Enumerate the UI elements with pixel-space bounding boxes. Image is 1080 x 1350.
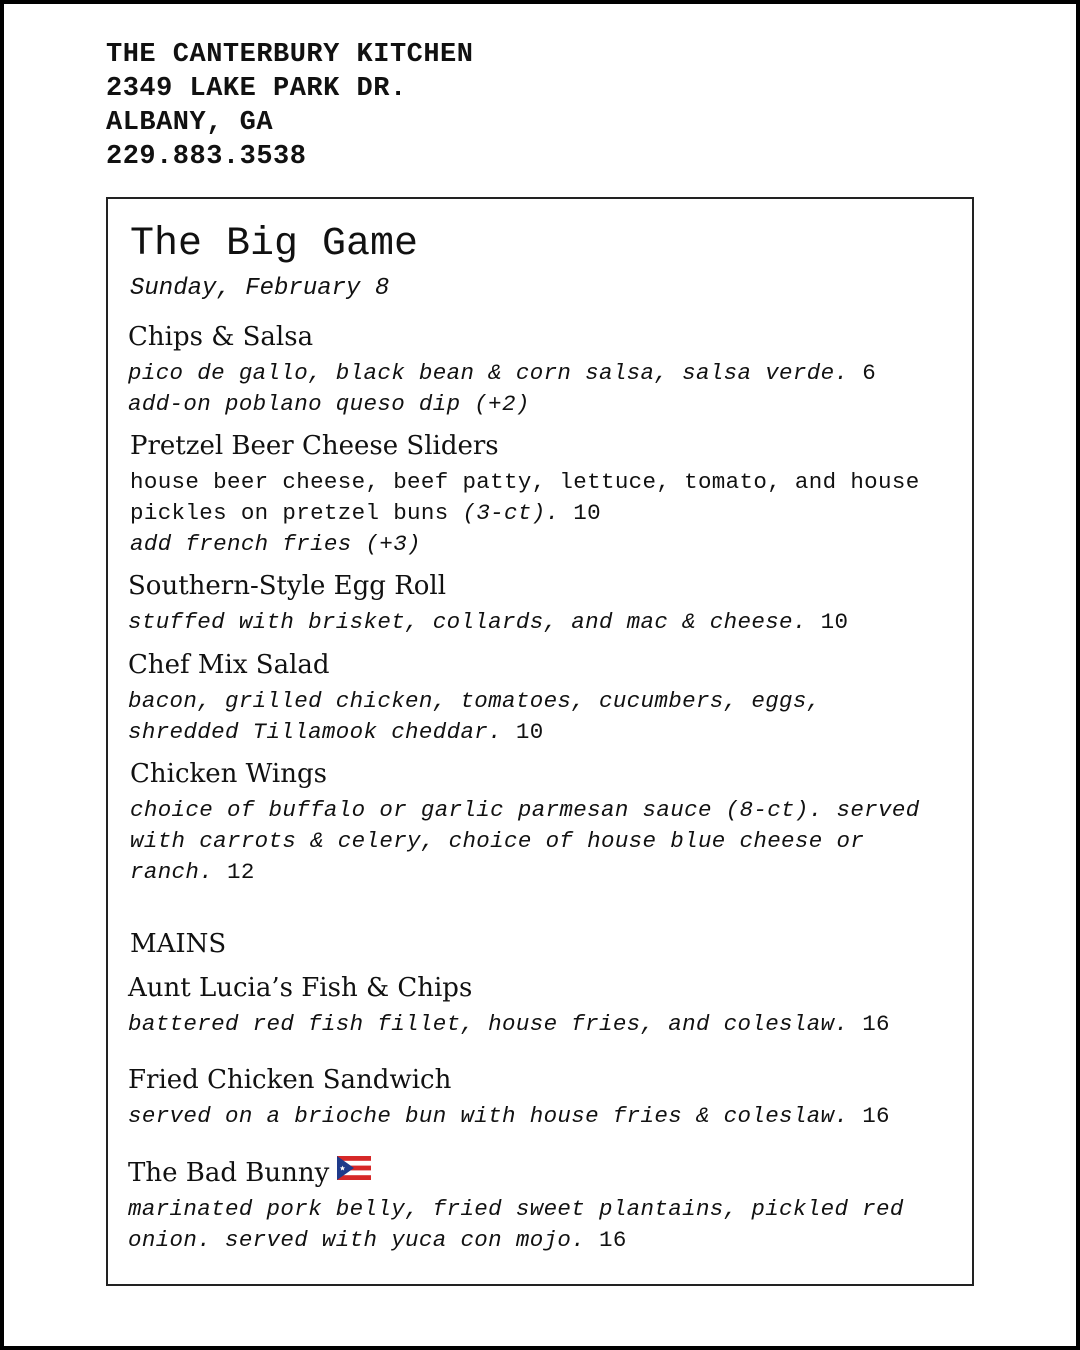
item-desc-text: house beer cheese, beef patty, lettuce, tomato, and house xyxy=(130,469,920,495)
item-price: 10 xyxy=(515,719,544,745)
item-desc-bad-bunny xyxy=(128,1194,904,1256)
item-desc-egg-roll xyxy=(128,607,848,638)
item-desc-text: served on a brioche bun with house fries & coleslaw. xyxy=(128,1103,849,1129)
item-name-chicken-wings: Chicken Wings xyxy=(130,759,327,789)
puerto-rico-flag-icon xyxy=(337,1156,371,1188)
phone-number: 229.883.3538 xyxy=(106,142,307,172)
item-desc-text: with carrots & celery, choice of house blue cheese or xyxy=(130,828,865,854)
item-addon: add french fries (+3) xyxy=(130,531,421,557)
item-desc-text: shredded Tillamook cheddar. xyxy=(128,719,503,745)
item-price: 6 xyxy=(862,360,877,386)
item-desc-text: ranch. xyxy=(130,859,214,885)
item-desc-chicken-wings xyxy=(130,795,920,888)
item-name-egg-roll: Southern-Style Egg Roll xyxy=(128,571,447,601)
menu-title: The Big Game xyxy=(130,222,419,267)
item-desc-chicken-sandwich xyxy=(128,1101,890,1132)
item-price: 12 xyxy=(226,859,255,885)
item-name-text: The Bad Bunny xyxy=(128,1158,330,1188)
item-price: 10 xyxy=(573,500,602,526)
address-line-1: 2349 LAKE PARK DR. xyxy=(106,74,407,104)
item-desc-chef-salad xyxy=(128,686,821,748)
restaurant-name: THE CANTERBURY KITCHEN xyxy=(106,40,474,70)
item-name-fish-chips: Aunt Lucia’s Fish & Chips xyxy=(128,973,473,1003)
item-count: (3-ct). xyxy=(462,500,560,526)
item-name-chips-salsa: Chips & Salsa xyxy=(128,322,314,352)
item-desc-text: pico de gallo, black bean & corn salsa, salsa verde. xyxy=(128,360,849,386)
item-desc-text: choice of buffalo or garlic parmesan sauce (8-ct). served xyxy=(130,797,920,823)
item-price: 10 xyxy=(820,609,849,635)
item-name-chicken-sandwich: Fried Chicken Sandwich xyxy=(128,1065,452,1095)
item-addon: add-on poblano queso dip (+2) xyxy=(128,391,530,417)
restaurant-header xyxy=(106,38,473,174)
item-desc-text: marinated pork belly, fried sweet plantains, pickled red xyxy=(128,1196,904,1222)
address-line-2: ALBANY, GA xyxy=(106,108,274,138)
item-desc-text: stuffed with brisket, collards, and mac & cheese. xyxy=(128,609,807,635)
item-desc-fish-chips xyxy=(128,1009,890,1040)
item-price: 16 xyxy=(598,1227,627,1253)
item-desc-pretzel-sliders xyxy=(130,467,920,560)
item-desc-text: battered red fish fillet, house fries, and coleslaw. xyxy=(128,1011,849,1037)
item-name-bad-bunny xyxy=(128,1157,371,1190)
item-desc-text: pickles on pretzel buns xyxy=(130,500,449,526)
item-price: 16 xyxy=(862,1103,890,1129)
item-price: 16 xyxy=(862,1011,890,1037)
item-desc-text: bacon, grilled chicken, tomatoes, cucumbers, eggs, xyxy=(128,688,821,714)
item-desc-text: onion. served with yuca con mojo. xyxy=(128,1227,586,1253)
item-name-chef-salad: Chef Mix Salad xyxy=(128,650,330,680)
item-name-pretzel-sliders: Pretzel Beer Cheese Sliders xyxy=(130,431,499,461)
item-desc-chips-salsa xyxy=(128,358,876,420)
menu-date: Sunday, February 8 xyxy=(130,275,390,302)
mains-heading: MAINS xyxy=(130,929,227,959)
